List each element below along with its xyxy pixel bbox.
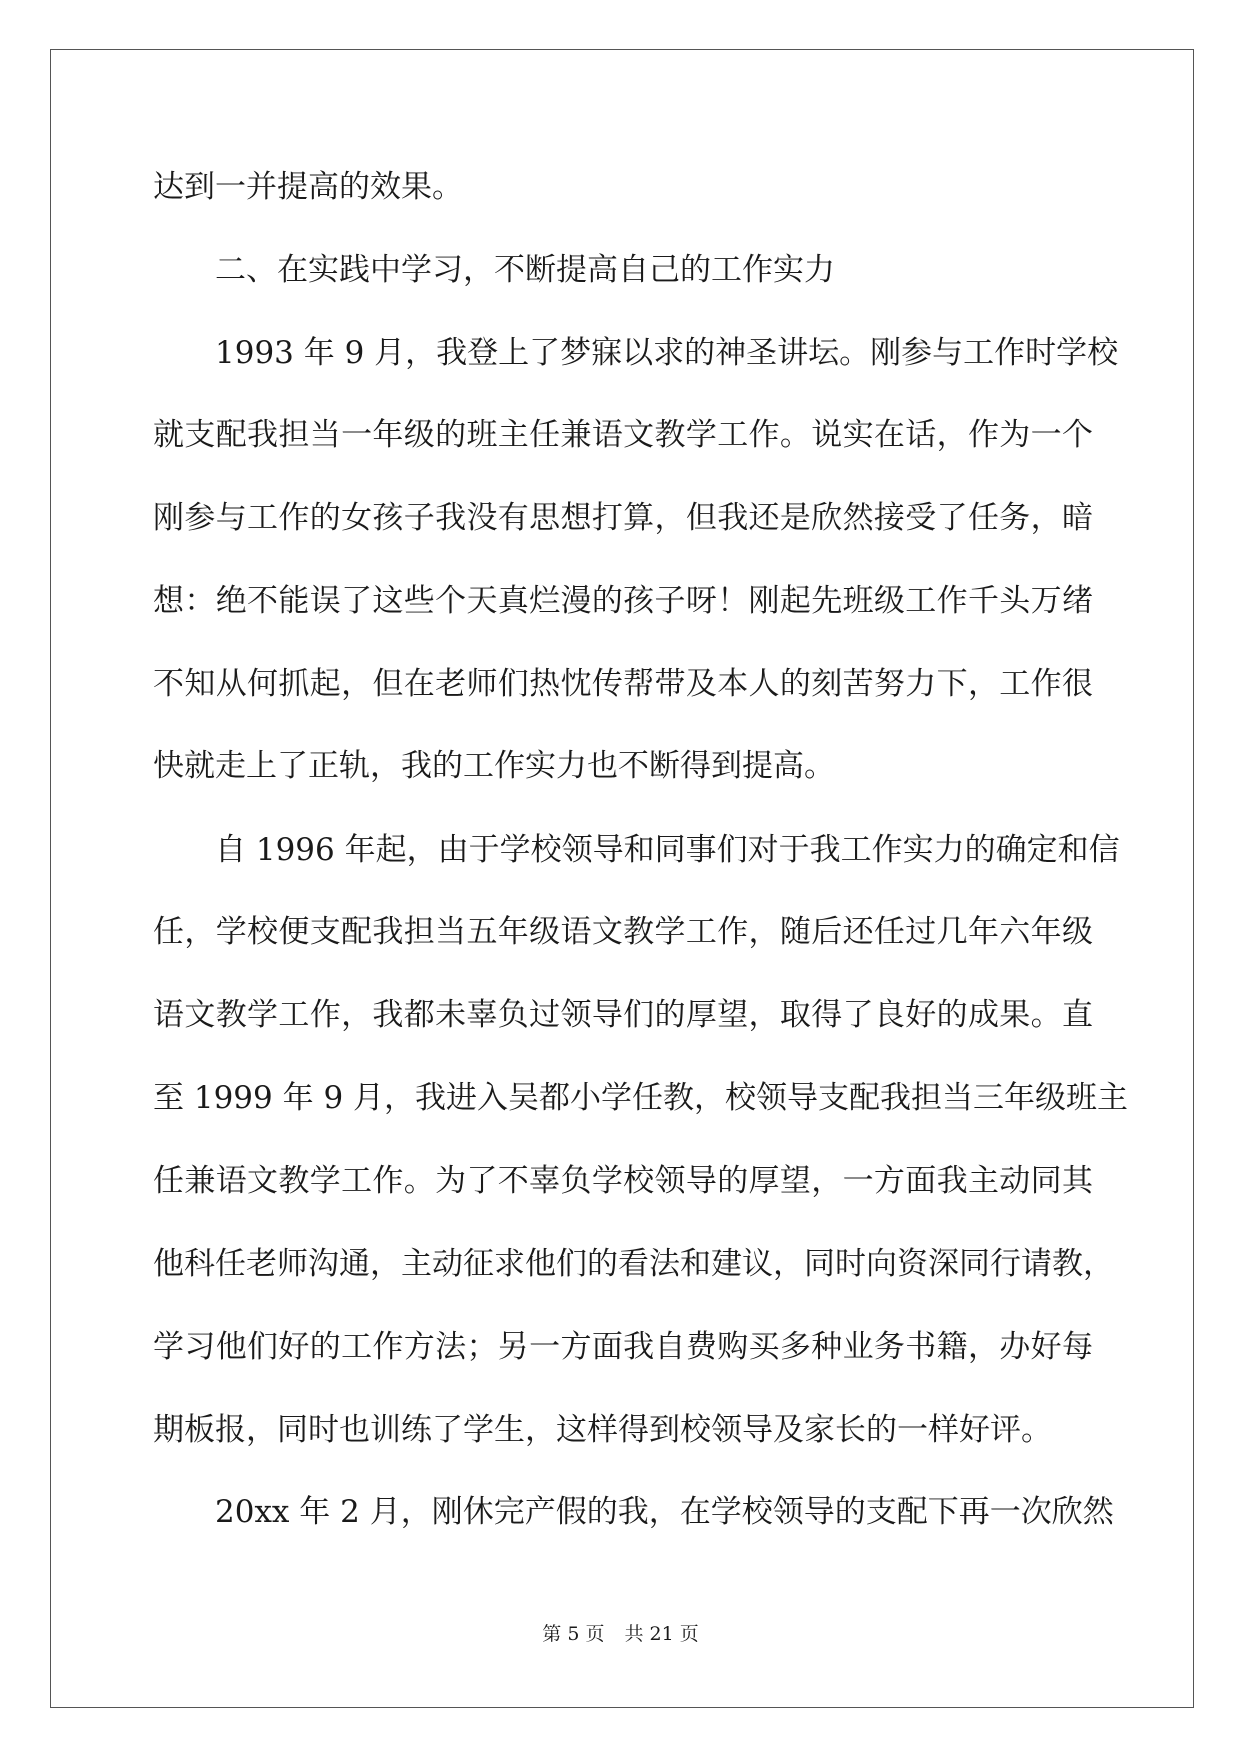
text-line: 语文教学工作，我都未辜负过领导们的厚望，取得了良好的成果。直 (153, 997, 1093, 1033)
text-line: 刚参与工作的女孩子我没有思想打算，但我还是欣然接受了任务，暗 (153, 500, 1093, 536)
text-line: 任，学校便支配我担当五年级语文教学工作，随后还任过几年六年级 (153, 914, 1093, 950)
section-heading: 二、在实践中学习，不断提高自己的工作实力 (215, 252, 835, 288)
text-line: 至 1999 年 9 月，我进入吴都小学任教，校领导支配我担当三年级班主 (153, 1080, 1129, 1116)
text-line: 不知从何抓起，但在老师们热忱传帮带及本人的刻苦努力下，工作很 (153, 666, 1093, 702)
text-line: 想：绝不能误了这些个天真烂漫的孩子呀！刚起先班级工作千头万绪 (153, 583, 1093, 619)
text-line: 就支配我担当一年级的班主任兼语文教学工作。说实在话，作为一个 (153, 417, 1093, 453)
text-line: 学习他们好的工作方法；另一方面我自费购买多种业务书籍，办好每 (153, 1329, 1093, 1365)
paragraph-first-line: 自 1996 年起，由于学校领导和同事们对于我工作实力的确定和信 (215, 832, 1120, 868)
page-number: 第 5 页 (542, 1623, 605, 1645)
paragraph-first-line: 1993 年 9 月，我登上了梦寐以求的神圣讲坛。刚参与工作时学校 (215, 335, 1119, 371)
text-line: 期板报，同时也训练了学生，这样得到校领导及家长的一样好评。 (153, 1412, 1052, 1448)
page-border (50, 49, 1194, 1708)
text-line: 达到一并提高的效果。 (153, 169, 463, 205)
page-total: 共 21 页 (624, 1623, 699, 1645)
text-line: 他科任老师沟通，主动征求他们的看法和建议，同时向资深同行请教， (153, 1246, 1114, 1282)
paragraph-first-line: 20xx 年 2 月，刚休完产假的我，在学校领导的支配下再一次欣然 (215, 1494, 1114, 1530)
text-line: 快就走上了正轨，我的工作实力也不断得到提高。 (153, 748, 835, 784)
text-line: 任兼语文教学工作。为了不辜负学校领导的厚望，一方面我主动同其 (153, 1163, 1093, 1199)
page-footer (0, 1622, 1241, 1646)
